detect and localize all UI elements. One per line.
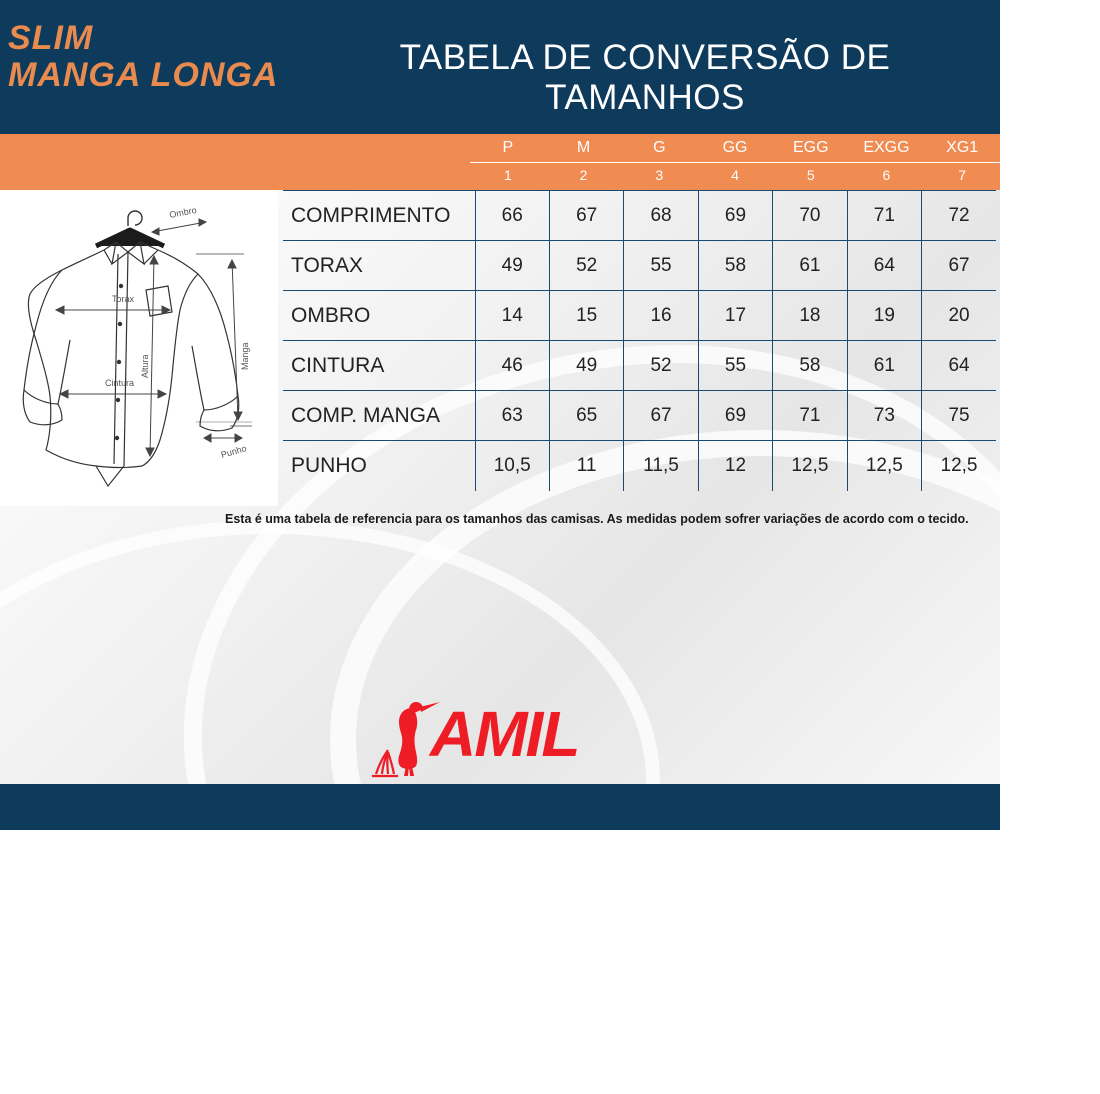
cell: 58 xyxy=(698,241,772,291)
cell: 49 xyxy=(549,341,623,391)
cell: 12,5 xyxy=(773,441,847,491)
fit-title-line1: SLIM xyxy=(8,19,94,57)
size-label: EXGG xyxy=(863,139,910,156)
brand-name: AMIL xyxy=(430,698,579,770)
cell: 12,5 xyxy=(922,441,996,491)
size-header-columns xyxy=(470,134,1000,190)
size-label: EGG xyxy=(792,139,829,156)
size-label: GG xyxy=(722,139,748,156)
label-manga: Manga xyxy=(240,342,250,370)
cell: 10,5 xyxy=(475,441,549,491)
size-number: 2 xyxy=(546,162,622,190)
cell: 11,5 xyxy=(624,441,698,491)
size-number: 6 xyxy=(849,162,925,190)
cell: 66 xyxy=(475,191,549,241)
shirt-diagram xyxy=(0,190,278,506)
size-column-p xyxy=(470,134,546,190)
measurement-table xyxy=(283,190,996,491)
cell: 69 xyxy=(698,391,772,441)
size-column-g xyxy=(621,134,697,190)
size-column-gg xyxy=(697,134,773,190)
header-band xyxy=(0,0,1000,134)
size-number: 5 xyxy=(773,162,849,190)
cell: 52 xyxy=(624,341,698,391)
size-label: G xyxy=(653,139,666,156)
cell: 61 xyxy=(847,341,921,391)
shirt-illustration-svg xyxy=(0,190,278,506)
cell: 68 xyxy=(624,191,698,241)
cell: 63 xyxy=(475,391,549,441)
size-label: P xyxy=(502,139,514,156)
cell: 73 xyxy=(847,391,921,441)
cell: 67 xyxy=(922,241,996,291)
size-column-egg xyxy=(773,134,849,190)
cell: 18 xyxy=(773,291,847,341)
cell: 15 xyxy=(549,291,623,341)
cell: 65 xyxy=(549,391,623,441)
cell: 61 xyxy=(773,241,847,291)
cell: 46 xyxy=(475,341,549,391)
cell: 64 xyxy=(847,241,921,291)
row-label: TORAX xyxy=(283,241,475,291)
cell: 49 xyxy=(475,241,549,291)
size-number: 3 xyxy=(621,162,697,190)
measurement-table-wrapper xyxy=(283,190,996,491)
cell: 14 xyxy=(475,291,549,341)
table-row xyxy=(283,291,996,341)
table-row xyxy=(283,341,996,391)
row-label: COMPRIMENTO xyxy=(283,191,475,241)
label-torax: Torax xyxy=(112,294,135,304)
cell: 52 xyxy=(549,241,623,291)
cell: 64 xyxy=(922,341,996,391)
label-punho: Punho xyxy=(219,443,248,460)
cell: 55 xyxy=(698,341,772,391)
fit-title-line2: MANGA LONGA xyxy=(8,55,279,94)
page-title: TABELA DE CONVERSÃO DE TAMANHOS xyxy=(399,38,891,117)
size-number: 1 xyxy=(470,162,546,190)
table-row xyxy=(283,241,996,291)
table-row xyxy=(283,391,996,441)
size-number: 4 xyxy=(697,162,773,190)
disclaimer-text: Esta é uma tabela de referencia para os tamanhos das camisas. As medidas podem sofrer variações de acordo com o tecido. xyxy=(225,512,969,526)
table-row xyxy=(283,191,996,241)
cell: 17 xyxy=(698,291,772,341)
size-number: 7 xyxy=(924,162,1000,190)
cell: 75 xyxy=(922,391,996,441)
size-column-xg1 xyxy=(924,134,1000,190)
row-label: PUNHO xyxy=(283,441,475,491)
cell: 55 xyxy=(624,241,698,291)
label-cintura: Cintura xyxy=(105,378,135,388)
brand-logo xyxy=(368,700,708,778)
cell: 70 xyxy=(773,191,847,241)
cell: 72 xyxy=(922,191,996,241)
label-altura: Altura xyxy=(140,354,150,378)
cell: 12 xyxy=(698,441,772,491)
size-label: XG1 xyxy=(946,139,979,156)
cell: 19 xyxy=(847,291,921,341)
row-label: CINTURA xyxy=(283,341,475,391)
size-header-bar xyxy=(0,134,1000,190)
footer-band xyxy=(0,784,1000,830)
fit-title xyxy=(8,20,308,93)
cell: 20 xyxy=(922,291,996,341)
cell: 71 xyxy=(773,391,847,441)
size-column-exgg xyxy=(849,134,925,190)
label-ombro: Ombro xyxy=(168,204,198,220)
cell: 69 xyxy=(698,191,772,241)
cell: 16 xyxy=(624,291,698,341)
cell: 58 xyxy=(773,341,847,391)
size-label: M xyxy=(576,139,591,156)
cell: 12,5 xyxy=(847,441,921,491)
cell: 67 xyxy=(624,391,698,441)
cell: 71 xyxy=(847,191,921,241)
row-label: OMBRO xyxy=(283,291,475,341)
size-column-m xyxy=(546,134,622,190)
table-row xyxy=(283,441,996,491)
row-label: COMP. MANGA xyxy=(283,391,475,441)
cell: 11 xyxy=(549,441,623,491)
cell: 67 xyxy=(549,191,623,241)
